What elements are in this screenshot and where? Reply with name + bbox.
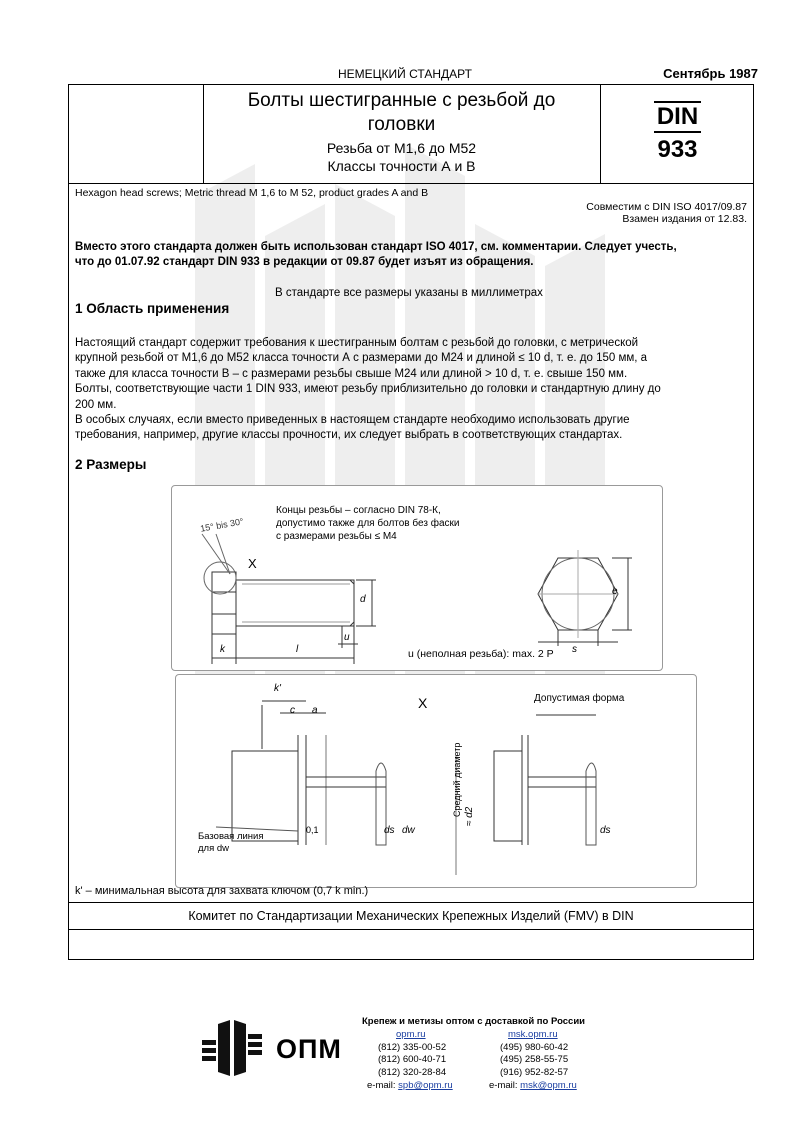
dim-s-label: s [572,644,577,655]
page-title: Болты шестигранные с резьбой до [247,90,556,111]
paragraph-line: крупной резьбой от М1,6 до М52 класса точности А с размерами до М24 и длиной ≤ 10 d, т. е. до 150 мм, а [75,352,648,365]
replaces-line: Взамен издания от 12.83. [622,213,747,225]
email-link[interactable]: spb@opm.ru [398,1080,453,1091]
base-line-text: Базовая линия [198,831,264,842]
din-badge [600,101,755,167]
detail-x-label: X [248,556,257,571]
subtitle-grade: Классы точности А и В [327,158,476,174]
dim-ds-label: ds [384,825,395,836]
divider [69,183,753,184]
email-link[interactable]: msk@opm.ru [520,1080,577,1091]
dim-01-label: 0,1 [306,825,319,835]
section1-body [75,336,745,444]
email-label: e-mail: [489,1080,518,1091]
bolt-drawing-main [171,485,663,671]
standard-date: Сентябрь 1987 [663,66,758,81]
divider [69,929,753,930]
dim-k-label: k [220,644,225,655]
dim-l-label: l [296,644,299,655]
din-label: DIN [654,101,701,133]
footer-tagline: Крепеж и метизы оптом с доставкой по России [362,1016,586,1027]
dim-dw-label: dw [402,825,415,836]
phone: (916) 952-82-57 [500,1066,569,1078]
dim-c-label: c [290,705,295,716]
detail-view [176,675,696,887]
email-right [489,1080,577,1093]
dim-d-label: d [360,594,366,605]
phone: (812) 320-28-84 [378,1066,447,1078]
din-number: 933 [657,136,698,163]
phone: (495) 980-60-42 [500,1041,569,1053]
standard-type: НЕМЕЦКИЙ СТАНДАРТ [338,67,472,81]
paragraph-line: Болты, соответствующие части 1 DIN 933, имеют резьбу приблизительно до головки и стандартную длину до [75,383,661,396]
detail-x-label: X [418,695,428,711]
k-note: k' – минимальная высота для захвата ключом (0,7 k min.) [75,885,369,897]
note-line: с размерами резьбы ≤ М4 [276,531,397,542]
subtitle-thread: Резьба от М1,6 до М52 [326,140,477,156]
paragraph-line: 200 мм. [75,398,117,411]
dim-a-label: a [312,705,318,716]
note-line: допустимо также для болтов без фаски [276,518,460,529]
notice-line: Вместо этого стандарта должен быть использован стандарт ISO 4017, см. комментарии. Следует учесть, [75,241,677,253]
dim-k-prime: k' [274,683,281,694]
paragraph-line: Настоящий стандарт содержит требования к шестигранным болтам с резьбой до головки, с метрической [75,337,639,349]
email-label: e-mail: [367,1080,396,1091]
base-line-text: для dw [198,843,230,854]
paragraph-line: требования, например, другие классы прочности, их следует выбрать в соответствующих стандартах. [75,429,623,442]
compat-line: Совместим с DIN ISO 4017/09.87 [586,201,747,213]
units-note: В стандарте все размеры указаны в миллиметрах [275,287,543,299]
divider [69,902,753,903]
withdrawal-notice [75,240,745,271]
logo-text: ОПМ [276,1034,342,1064]
section2-heading: 2 Размеры [75,457,147,472]
email-left [367,1080,453,1093]
site-link[interactable]: opm.ru [396,1029,426,1040]
opm-logo-icon [200,1020,268,1076]
bolt-detail-drawing [175,674,697,888]
dim-ds-right-label: ds [600,825,611,836]
section1-heading: 1 Область применения [75,301,230,316]
notice-line: что до 01.07.92 стандарт DIN 933 в редакции от 09.87 будет изъят из обращения. [75,256,534,269]
phone: (812) 335-00-52 [378,1041,447,1053]
english-title: Hexagon head screws; Metric thread M 1,6 to M 52, product grades A and B [75,187,429,199]
phone: (495) 258-55-75 [500,1054,569,1065]
paragraph-line: В особых случаях, если вместо приведенных в настоящем стандарте необходимо использовать другие [75,414,630,427]
dim-e-label: e [612,586,618,597]
footer-right-col [500,1029,600,1079]
document-frame [68,84,754,960]
opm-logo [200,1020,350,1080]
angle-label: 15° bis 30° [199,516,245,534]
dim-u-label: u [344,632,350,643]
title-block [203,89,600,175]
avg-diameter-label: Средний диаметр [452,742,462,817]
base-line-label [198,831,264,855]
allowed-form-label: Допустимая форма [534,693,625,704]
bolt-side-view [172,486,662,670]
committee-line: Комитет по Стандартизации Механических Крепежных Изделий (FMV) в DIN [188,909,634,923]
note-line: Концы резьбы – согласно DIN 78-К, [276,505,441,516]
u-note: u (неполная резьба): max. 2 P [408,648,554,660]
site-link[interactable]: msk.opm.ru [508,1029,558,1040]
paragraph-line: также для класса точности В – с размерами резьбы свыше М24 или длиной > 10 d, т. е. свыше 150 мм. [75,367,628,380]
dim-d2-label: ≈ d2 [464,806,476,827]
footer-left-col [378,1029,478,1079]
page-title-line2: головки [367,114,436,135]
compatibility-note [586,201,747,225]
phone: (812) 600-40-71 [378,1054,447,1065]
